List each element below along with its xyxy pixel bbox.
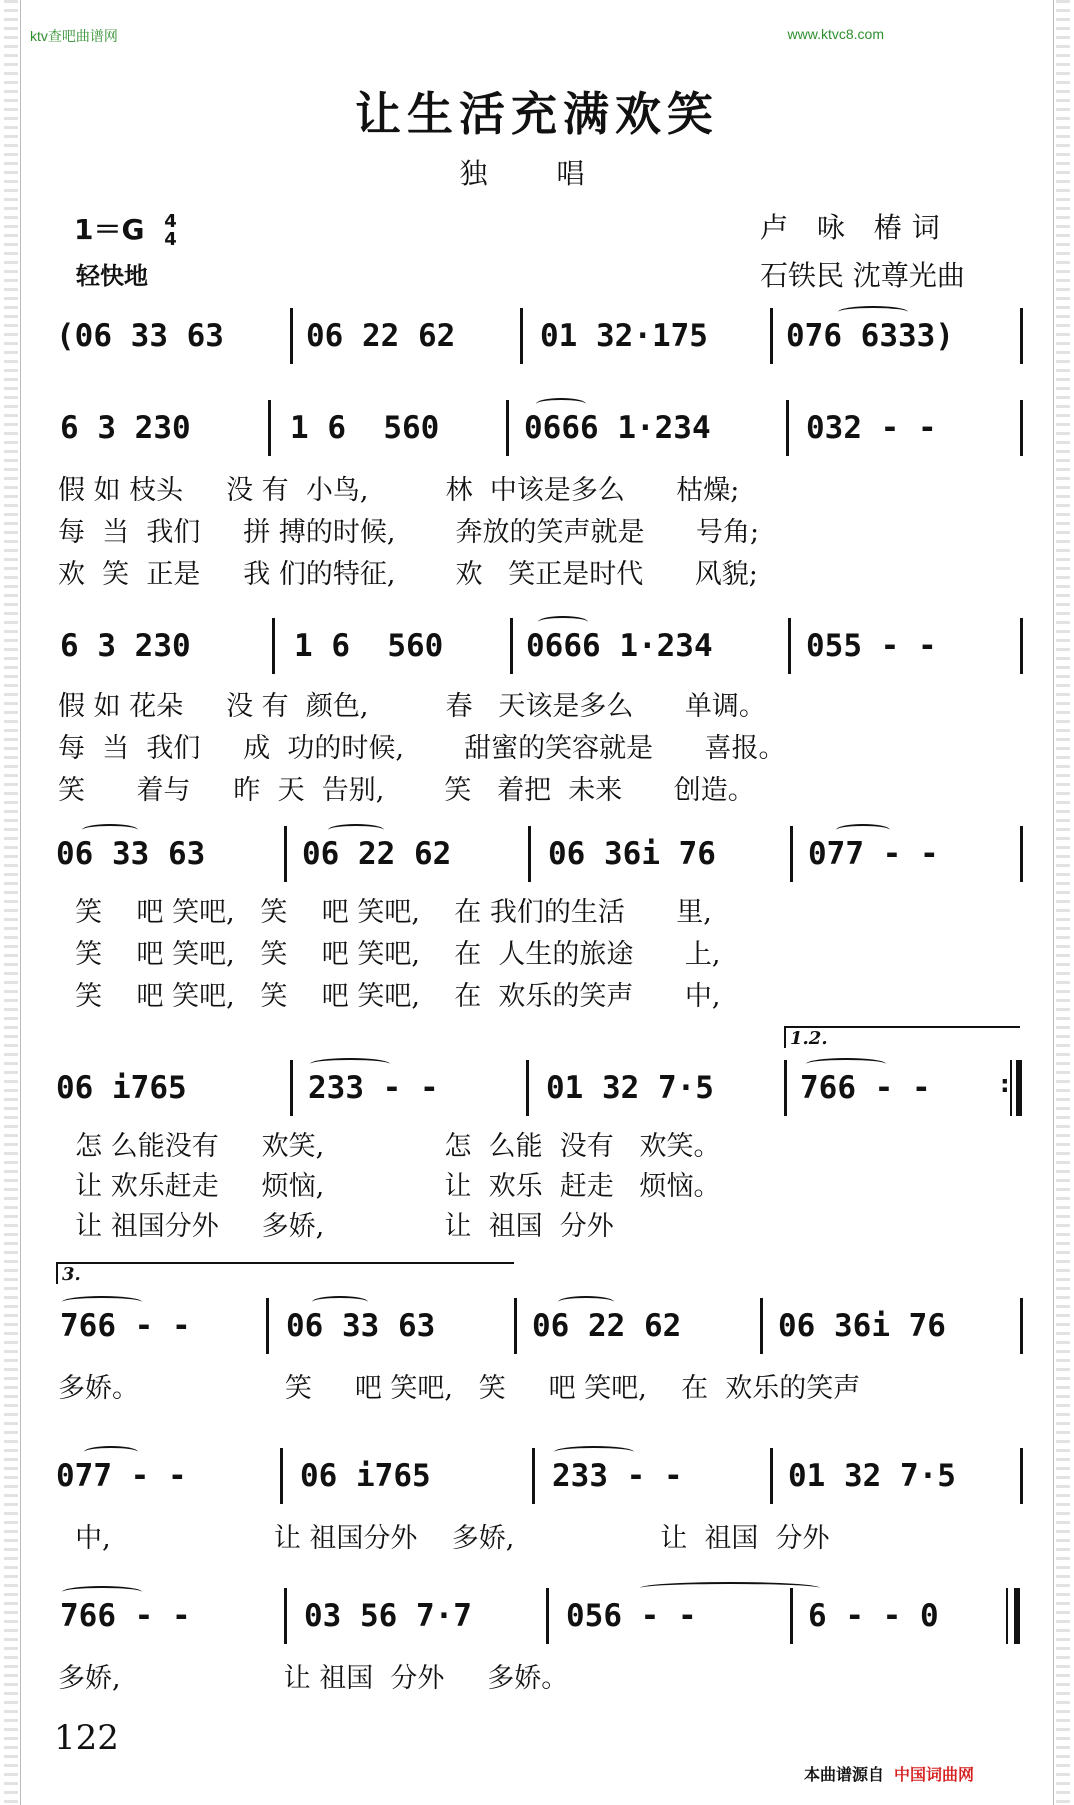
repeat-barline bbox=[1016, 1060, 1022, 1116]
time-top: 4 bbox=[164, 211, 177, 232]
key-signature bbox=[74, 208, 177, 249]
measure: 076 6333) bbox=[786, 318, 954, 354]
barline bbox=[790, 1588, 793, 1644]
song-title: 让生活充满欢笑 bbox=[355, 87, 719, 141]
measure: 03 56 7·7 bbox=[304, 1598, 472, 1634]
measure: 01 32 7·5 bbox=[546, 1070, 714, 1106]
notation-row bbox=[0, 824, 1074, 894]
barline bbox=[546, 1588, 549, 1644]
tie-slur bbox=[62, 1296, 142, 1308]
page-number: 122 bbox=[54, 1718, 119, 1758]
measure: 0666 1·234 bbox=[526, 628, 713, 664]
measure: 06 22 62 bbox=[306, 318, 456, 354]
barline bbox=[526, 1060, 529, 1116]
tie-slur bbox=[538, 616, 588, 628]
tie-slur bbox=[62, 1586, 142, 1598]
measure: 01 32·175 bbox=[540, 318, 708, 354]
barline bbox=[1020, 400, 1023, 456]
barline bbox=[760, 1298, 763, 1354]
time-signature bbox=[164, 213, 177, 249]
final-barline-thick bbox=[1014, 1588, 1020, 1644]
barline bbox=[272, 618, 275, 674]
barline bbox=[770, 308, 773, 364]
measure: 06 i765 bbox=[56, 1070, 187, 1106]
watermark-right: www.ktvc8.com bbox=[787, 26, 884, 42]
source-label: 本曲谱源自 bbox=[803, 1767, 884, 1784]
barline bbox=[1020, 308, 1023, 364]
lyric-line: 欢 笑 正是 我 们的特征, 欢 笑正是时代 风貌; bbox=[58, 559, 758, 590]
measure: 077 - - bbox=[56, 1458, 187, 1494]
measure: 055 - - bbox=[806, 628, 937, 664]
time-bottom: 4 bbox=[164, 229, 177, 250]
barline bbox=[528, 826, 531, 882]
lyric-line: 怎 么能没有 欢笑, 怎 么能 没有 欢笑。 bbox=[58, 1131, 721, 1162]
lyric-line: 笑 吧 笑吧, 笑 吧 笑吧, 在 我们的生活 里, bbox=[58, 897, 712, 928]
tie-slur bbox=[82, 824, 138, 836]
tie-slur bbox=[836, 824, 890, 836]
source-site-link[interactable]: 中国词曲网 bbox=[893, 1767, 974, 1784]
measure: 06 33 63 bbox=[286, 1308, 436, 1344]
tie-slur bbox=[838, 306, 908, 318]
lyric-line: 笑 着与 昨 天 告别, 笑 着把 未来 创造。 bbox=[58, 775, 755, 806]
tie-slur bbox=[328, 824, 384, 836]
barline bbox=[1020, 1448, 1023, 1504]
song-subtitle: 独 唱 bbox=[459, 157, 615, 190]
lyric-line: 多娇, 让 祖国 分外 多娇。 bbox=[58, 1663, 569, 1694]
tie-slur bbox=[558, 1296, 614, 1308]
measure: 1 6 560 bbox=[294, 628, 444, 664]
measure: 06 i765 bbox=[300, 1458, 431, 1494]
measure: 766 - - bbox=[60, 1308, 191, 1344]
notation-row bbox=[0, 616, 1074, 686]
right-border-strip bbox=[1056, 0, 1070, 1805]
measure: 06 22 62 bbox=[302, 836, 452, 872]
measure: 233 - - bbox=[552, 1458, 683, 1494]
barline bbox=[510, 618, 513, 674]
tie-slur bbox=[310, 1058, 390, 1070]
notation-row bbox=[0, 306, 1074, 376]
lyric-line: 每 当 我们 成 功的时候, 甜蜜的笑容就是 喜报。 bbox=[58, 733, 786, 764]
measure: 0666 1·234 bbox=[524, 410, 711, 446]
measure: 766 - - bbox=[60, 1598, 191, 1634]
watermark-left: ktv查吧曲谱网 bbox=[30, 28, 118, 44]
barline bbox=[514, 1298, 517, 1354]
lyric-line: 假 如 花朵 没 有 颜色, 春 天该是多么 单调。 bbox=[58, 691, 766, 722]
tie-slur bbox=[806, 1058, 886, 1070]
barline bbox=[786, 400, 789, 456]
lyric-line: 笑 吧 笑吧, 笑 吧 笑吧, 在 欢乐的笑声 中, bbox=[58, 981, 721, 1012]
measure: 6 - - 0 bbox=[808, 1598, 939, 1634]
barline bbox=[506, 400, 509, 456]
tie-slur bbox=[536, 398, 586, 410]
lyricist-credit: 卢 咏 椿词 bbox=[760, 211, 950, 244]
lyric-line: 每 当 我们 拼 搏的时候, 奔放的笑声就是 号角; bbox=[58, 517, 760, 548]
measure: 01 32 7·5 bbox=[788, 1458, 956, 1494]
lyric-line: 假 如 枝头 没 有 小鸟, 林 中该是多么 枯燥; bbox=[58, 475, 740, 506]
tempo-marking: 轻快地 bbox=[76, 262, 148, 290]
measure: 766 - - bbox=[800, 1070, 931, 1106]
measure: 06 36i 76 bbox=[548, 836, 716, 872]
barline bbox=[290, 1060, 293, 1116]
lyric-line: 笑 吧 笑吧, 笑 吧 笑吧, 在 人生的旅途 上, bbox=[58, 939, 721, 970]
notation-row bbox=[0, 1058, 1074, 1128]
left-border-line bbox=[20, 0, 21, 1805]
barline bbox=[284, 1588, 287, 1644]
lyric-line: 多娇。 笑 吧 笑吧, 笑 吧 笑吧, 在 欢乐的笑声 bbox=[58, 1373, 861, 1404]
barline bbox=[532, 1448, 535, 1504]
lyric-line: 让 欢乐赶走 烦恼, 让 欢乐 赶走 烦恼。 bbox=[58, 1171, 721, 1202]
measure: 6 3 230 bbox=[60, 410, 191, 446]
volta-bracket-1-2: 1.2. bbox=[784, 1026, 1020, 1048]
barline bbox=[1020, 826, 1023, 882]
notation-row bbox=[0, 1296, 1074, 1366]
lyric-line: 让 祖国分外 多娇, 让 祖国 分外 bbox=[58, 1211, 614, 1242]
measure: 06 22 62 bbox=[532, 1308, 682, 1344]
barline bbox=[790, 826, 793, 882]
key-label: 1＝G bbox=[74, 213, 145, 246]
measure: 233 - - bbox=[308, 1070, 439, 1106]
measure: 06 36i 76 bbox=[778, 1308, 946, 1344]
barline bbox=[290, 308, 293, 364]
measure: 06 33 63 bbox=[56, 836, 206, 872]
barline bbox=[268, 400, 271, 456]
barline bbox=[784, 1060, 787, 1116]
volta-bracket-3: 3. bbox=[56, 1262, 514, 1284]
measure: 056 - - bbox=[566, 1598, 697, 1634]
tie-slur bbox=[312, 1296, 368, 1308]
barline bbox=[280, 1448, 283, 1504]
barline bbox=[770, 1448, 773, 1504]
tie-slur bbox=[640, 1582, 820, 1594]
composer-credit: 石铁民 沈尊光曲 bbox=[760, 259, 965, 292]
barline bbox=[266, 1298, 269, 1354]
notation-row bbox=[0, 398, 1074, 468]
measure: 032 - - bbox=[806, 410, 937, 446]
measure: 6 3 230 bbox=[60, 628, 191, 664]
barline bbox=[1020, 618, 1023, 674]
barline bbox=[1010, 1060, 1012, 1116]
left-border-strip bbox=[4, 0, 18, 1805]
barline bbox=[788, 618, 791, 674]
tie-slur bbox=[554, 1446, 634, 1458]
barline bbox=[1020, 1298, 1023, 1354]
lyric-line: 中, 让 祖国分外 多娇, 让 祖国 分外 bbox=[58, 1523, 830, 1554]
tie-slur bbox=[84, 1446, 138, 1458]
repeat-dots: : bbox=[1000, 1070, 1010, 1098]
measure: (06 33 63 bbox=[56, 318, 224, 354]
measure: 1 6 560 bbox=[290, 410, 440, 446]
right-border-line bbox=[1053, 0, 1054, 1805]
notation-row bbox=[0, 1586, 1074, 1656]
measure: 077 - - bbox=[808, 836, 939, 872]
notation-row bbox=[0, 1446, 1074, 1516]
barline bbox=[520, 308, 523, 364]
final-barline-thin bbox=[1006, 1588, 1008, 1644]
barline bbox=[284, 826, 287, 882]
